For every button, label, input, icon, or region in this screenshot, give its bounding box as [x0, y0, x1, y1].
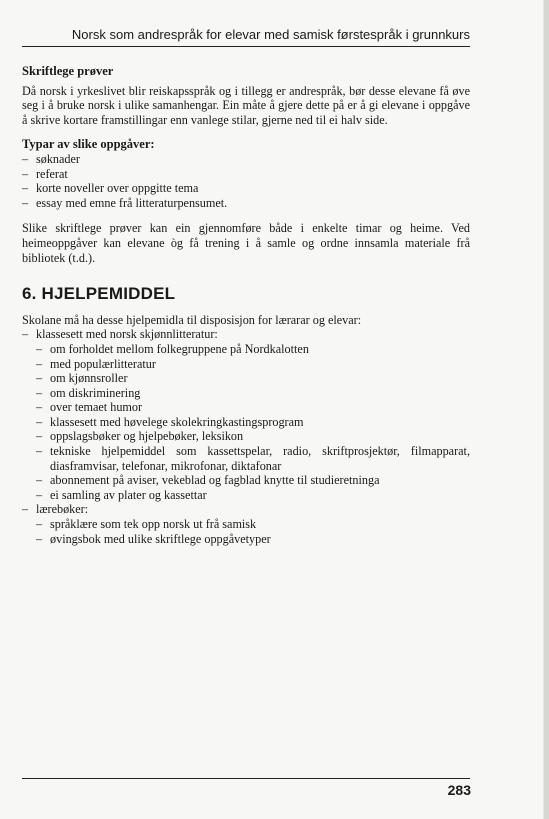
sub-list-item: – klassesett med høvelege skolekringkastingsprogram — [36, 415, 470, 430]
section-heading-skriftlege-prover: Skriftlege prøver — [22, 64, 114, 78]
sub-list-item: – over temaet humor — [36, 400, 470, 415]
list-item: – referat — [22, 167, 470, 182]
sub-list-item: – øvingsbok med ulike skriftlege oppgåvetyper — [36, 532, 470, 547]
sub-list-item: – om diskriminering — [36, 386, 470, 401]
running-header: Norsk som andrespråk for elevar med samisk førstespråk i grunnkurs — [71, 27, 470, 42]
task-types-heading: Typar av slike oppgåver: — [22, 137, 155, 152]
list-item-label: klassesett med norsk skjønnlitteratur: — [36, 327, 218, 342]
sub-list-item: – tekniske hjelpemiddel som kassettspelar, radio, skriftprosjektør, filmapparat, diasframvisar, telefonar, mikrofonar, diktafonar — [36, 444, 470, 473]
list-item — [22, 327, 470, 502]
list-item — [22, 502, 470, 546]
list-item: – søknader — [22, 152, 470, 167]
task-types-list — [22, 152, 470, 210]
sub-list-item: – ei samling av plater og kassettar — [36, 488, 470, 503]
sub-list-item: – oppslagsbøker og hjelpebøker, leksikon — [36, 429, 470, 444]
sub-list-item: – om kjønnsroller — [36, 371, 470, 386]
footer-rule — [22, 778, 470, 779]
list-item-label: lærebøker: — [36, 502, 89, 517]
header-rule — [22, 46, 470, 47]
sub-list — [36, 342, 470, 503]
sub-list — [36, 517, 470, 546]
sub-list-item: – språklære som tek opp norsk ut frå samisk — [36, 517, 470, 532]
intro-paragraph: Då norsk i yrkeslivet blir reiskapsspråk og i tillegg er andrespråk, bør desse elevane få øve seg i å bruke norsk i ulike samanhengar. Ein måte å gjere dette på er å gi elevane i oppgåve å skrive kortare framstillingar enn vanlege stilar, gjerne ned til ei halv side. — [22, 83, 470, 127]
page-edge — [544, 0, 549, 819]
sub-list-item: – om forholdet mellom folkegruppene på Nordkalotten — [36, 342, 470, 357]
sub-list-item: – abonnement på aviser, vekeblad og fagblad knytte til studieretninga — [36, 473, 470, 488]
hjelpemiddel-intro: Skolane må ha desse hjelpemidla til disposisjon for lærarar og elevar: — [22, 312, 362, 327]
page-content — [22, 64, 470, 546]
task-types-block — [22, 137, 470, 210]
page-number: 283 — [447, 782, 471, 798]
closing-paragraph: Slike skriftlege prøver kan ein gjennomføre både i enkelte timar og heime. Ved heimeoppgåver kan elevane òg få trening i å samle og ordne innsamla materiale frå bibliotek (t.d.). — [22, 221, 470, 265]
sub-list-item: – med populærlitteratur — [36, 357, 470, 372]
list-item: – korte noveller over oppgitte tema — [22, 181, 470, 196]
hjelpemiddel-list — [22, 327, 470, 546]
list-item: – essay med emne frå litteraturpensumet. — [22, 196, 470, 211]
section-heading-hjelpemiddel: 6. HJELPEMIDDEL — [22, 284, 176, 304]
